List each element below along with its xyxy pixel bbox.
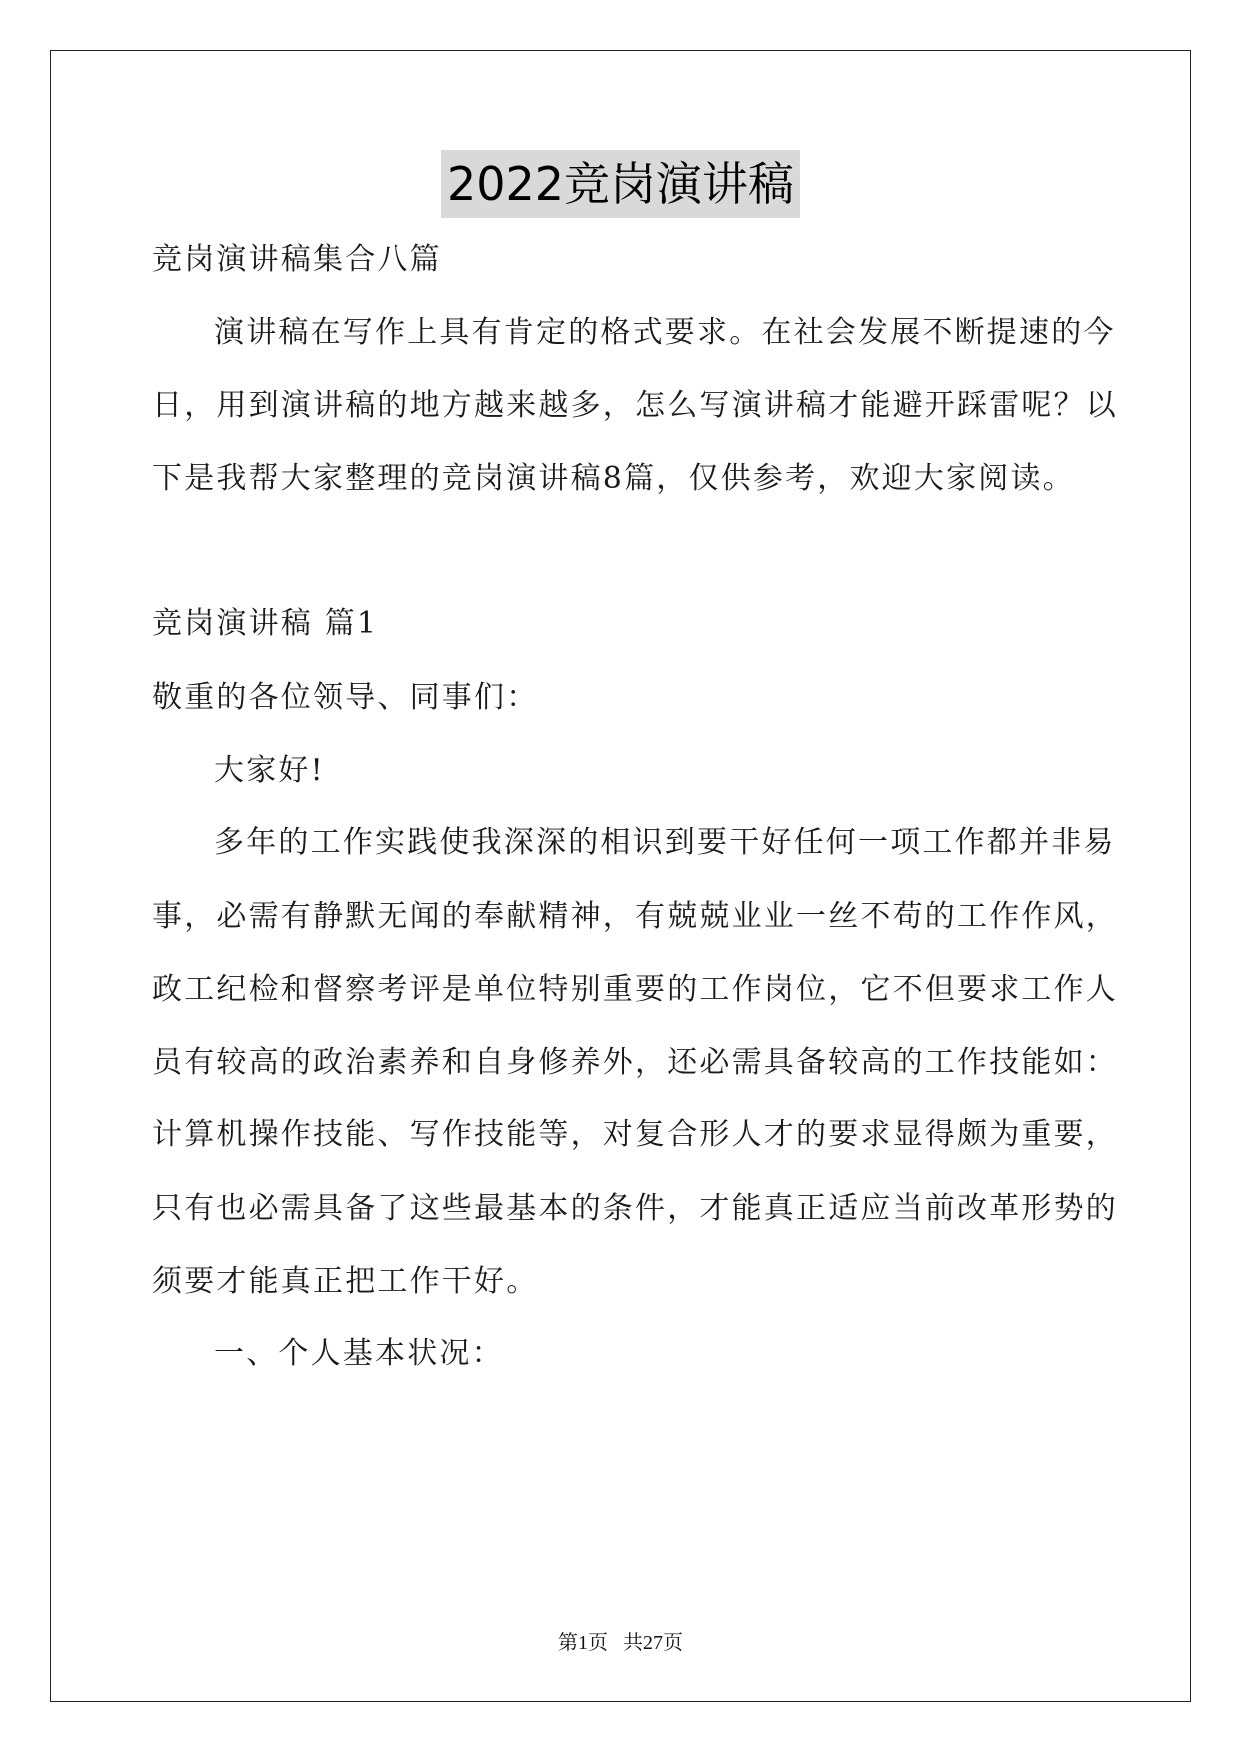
- body-line-4: 员有较高的政治素养和自身修养外，还必需具备较高的工作技能如：: [152, 1045, 1118, 1080]
- list-heading: 一、个人基本状况：: [214, 1336, 504, 1371]
- intro-line-2: 日，用到演讲稿的地方越来越多，怎么写演讲稿才能避开踩雷呢？以: [152, 388, 1118, 423]
- body-line-7: 须要才能真正把工作干好。: [152, 1264, 539, 1299]
- body-line-2: 事，必需有静默无闻的奉献精神，有兢兢业业一丝不苟的工作作风，: [152, 899, 1118, 934]
- body-line-6: 只有也必需具备了这些最基本的条件，才能真正适应当前改革形势的: [152, 1191, 1118, 1226]
- page-border: [50, 50, 1191, 1702]
- body-line-3: 政工纪检和督察考评是单位特别重要的工作岗位，它不但要求工作人: [152, 972, 1118, 1007]
- document-subtitle: 竞岗演讲稿集合八篇: [152, 242, 442, 277]
- section-heading: 竞岗演讲稿 篇1: [152, 606, 379, 641]
- intro-line-1: 演讲稿在写作上具有肯定的格式要求。在社会发展不断提速的今: [214, 315, 1116, 350]
- greeting: 大家好!: [214, 753, 325, 788]
- intro-line-3: 下是我帮大家整理的竞岗演讲稿8篇，仅供参考，欢迎大家阅读。: [152, 461, 1075, 496]
- title-container: [0, 150, 1241, 218]
- body-line-5: 计算机操作技能、写作技能等，对复合形人才的要求显得颇为重要，: [152, 1117, 1118, 1152]
- body-line-1: 多年的工作实践使我深深的相识到要干好任何一项工作都并非易: [214, 825, 1116, 860]
- document-title: 2022竞岗演讲稿: [441, 150, 800, 218]
- salutation: 敬重的各位领导、同事们：: [152, 680, 539, 715]
- page-number-footer: 第1页 共27页: [558, 1632, 683, 1654]
